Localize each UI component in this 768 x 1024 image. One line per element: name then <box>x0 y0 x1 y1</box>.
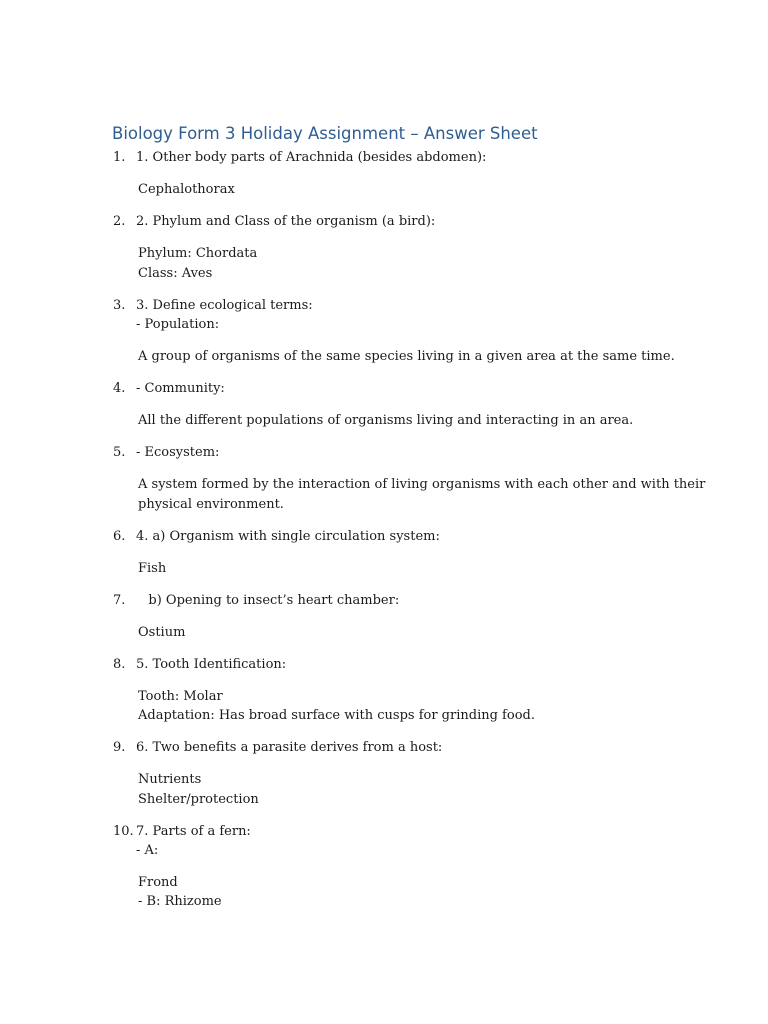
item-answer: Ostium <box>138 625 186 640</box>
item-answer: Adaptation: Has broad surface with cusps for grinding food. <box>138 708 535 723</box>
item-answer: Shelter/protection <box>138 792 259 807</box>
item-number: 7. <box>113 593 126 608</box>
item-subline: - Population: <box>136 317 220 332</box>
item-number: 4. <box>113 381 126 396</box>
item-number: 1. <box>113 150 126 165</box>
item-question: 3. Define ecological terms: <box>136 298 313 313</box>
item-number: 8. <box>113 657 126 672</box>
item-number: 6. <box>113 529 126 544</box>
item-number: 10. <box>113 824 134 839</box>
item-answer: Fish <box>138 561 167 576</box>
item-answer: Class: Aves <box>138 266 213 281</box>
item-answer: All the different populations of organisms living and interacting in an area. <box>138 413 634 428</box>
item-question: - Community: <box>136 381 225 396</box>
item-number: 2. <box>113 214 126 229</box>
item-question: 7. Parts of a fern: <box>136 824 251 839</box>
item-answer: A group of organisms of the same species living in a given area at the same time. <box>138 349 675 364</box>
item-question: 1. Other body parts of Arachnida (besides abdomen): <box>136 150 487 165</box>
item-number: 9. <box>113 740 126 755</box>
item-subline: - A: <box>136 843 159 858</box>
item-answer: Frond <box>138 875 178 890</box>
item-question: 2. Phylum and Class of the organism (a bird): <box>136 214 436 229</box>
item-question: - Ecosystem: <box>136 445 220 460</box>
item-question: b) Opening to insect’s heart chamber: <box>136 593 400 608</box>
page-title: Biology Form 3 Holiday Assignment – Answer Sheet <box>112 124 538 143</box>
item-answer: physical environment. <box>138 497 284 512</box>
item-number: 5. <box>113 445 126 460</box>
item-number: 3. <box>113 298 126 313</box>
item-question: 5. Tooth Identification: <box>136 657 287 672</box>
item-answer: Phylum: Chordata <box>138 246 258 261</box>
item-answer: Tooth: Molar <box>138 689 223 704</box>
item-answer: Nutrients <box>138 772 202 787</box>
item-answer: A system formed by the interaction of living organisms with each other and with their <box>138 477 706 492</box>
item-question: 4. a) Organism with single circulation system: <box>136 529 440 544</box>
item-answer: - B: Rhizome <box>138 894 222 909</box>
item-answer: Cephalothorax <box>138 182 235 197</box>
item-question: 6. Two benefits a parasite derives from a host: <box>136 740 443 755</box>
